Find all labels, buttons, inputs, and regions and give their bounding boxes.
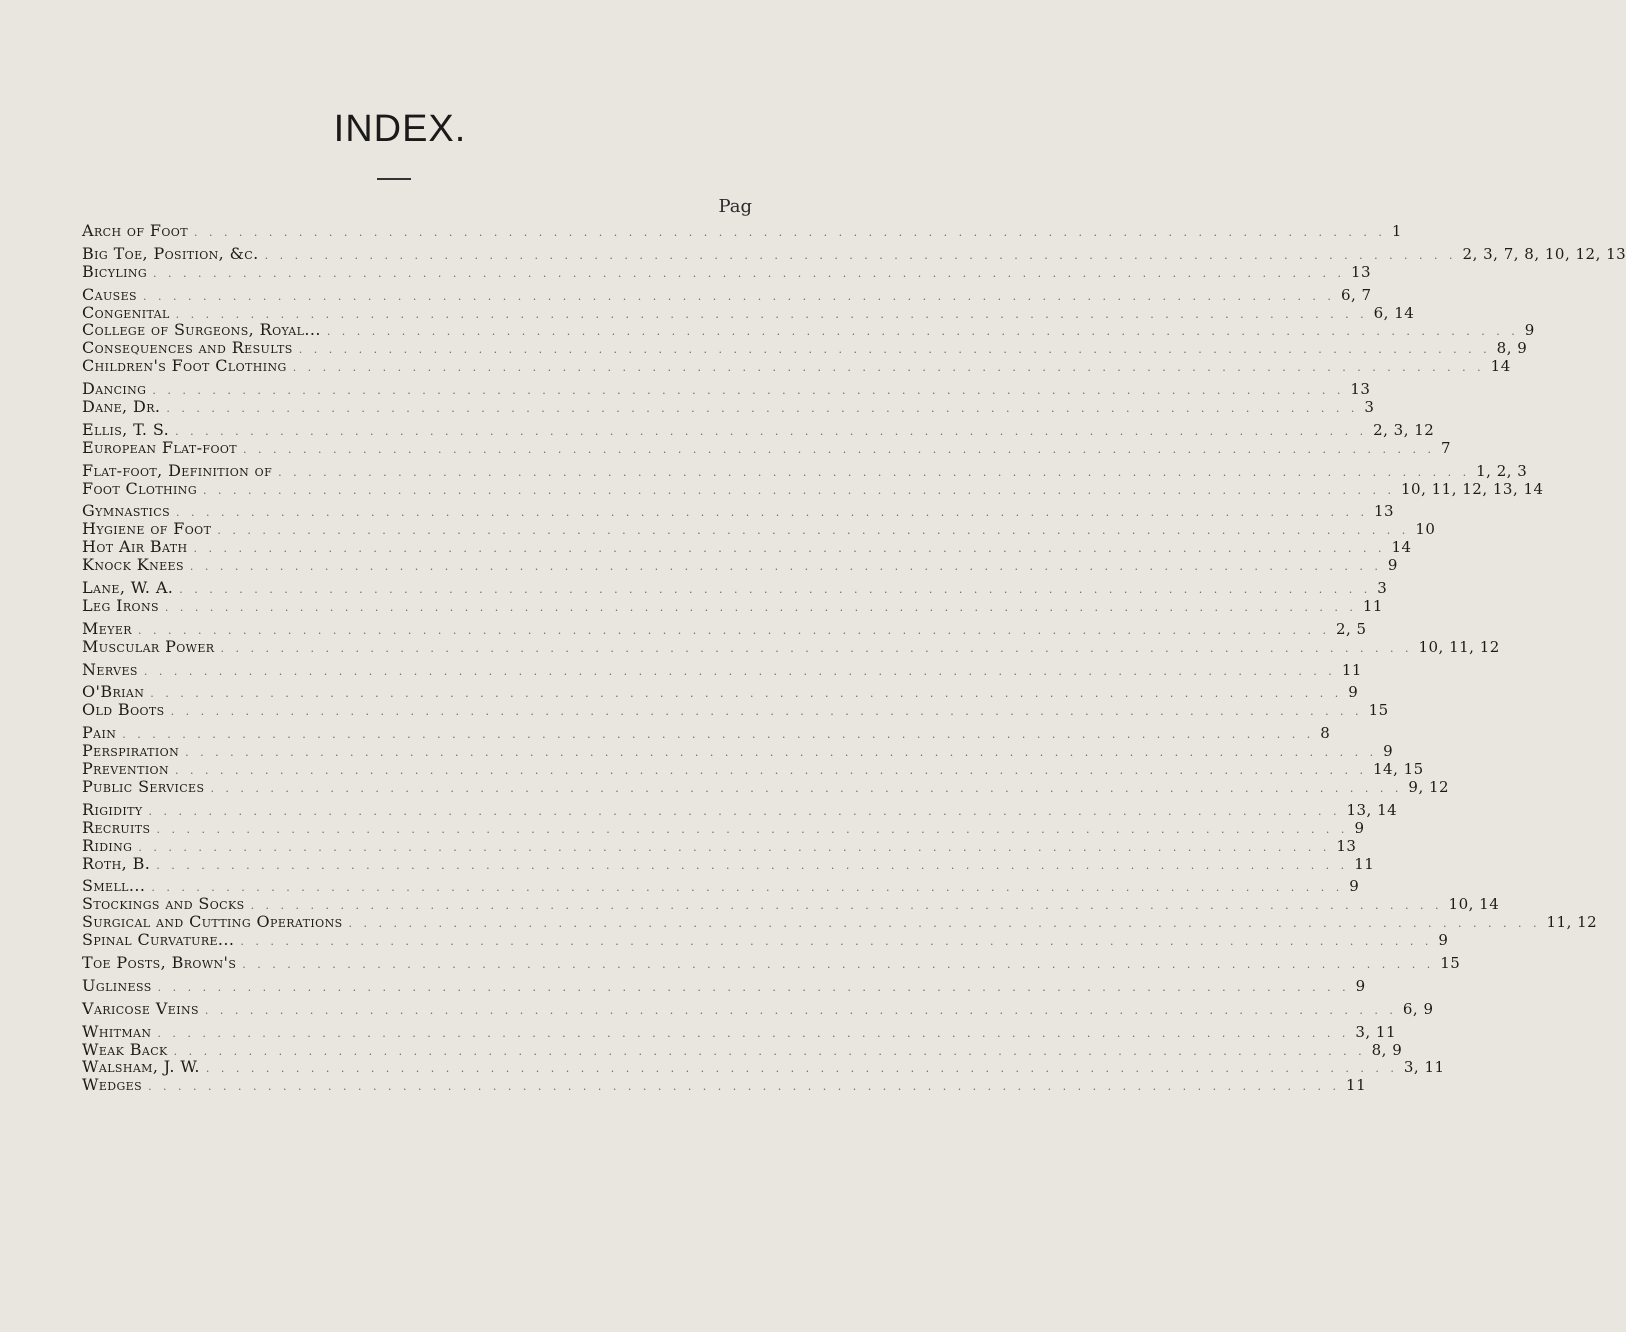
index-entry <box>82 853 1375 873</box>
index-pages: 9 <box>1354 818 1365 837</box>
index-entry <box>82 776 1450 796</box>
dot-leader: . . . . . . . . . . . . . . . . . . . . . . . . . . . . . . . . . . . . . . . . . . . . . . . . . . . . . . . . . . . . . . . . . . . . . . . . . . . . . . . . <box>242 957 1435 971</box>
dot-leader: . . . . . . . . . . . . . . . . . . . . . . . . . . . . . . . . . . . . . . . . . . . . . . . . . . . . . . . . . . . . . . . . . . . . . . . . . . . . . . . . <box>157 1026 1350 1040</box>
index-pages: 7 <box>1441 438 1452 457</box>
index-term: Causes <box>82 284 137 304</box>
index-term: Ugliness <box>82 975 152 995</box>
index-pages: 13, 14 <box>1346 800 1398 819</box>
index-entry <box>82 595 1383 615</box>
index-term: O'Brian <box>82 682 145 702</box>
index-entry <box>82 618 1367 638</box>
dot-leader: . . . . . . . . . . . . . . . . . . . . . . . . . . . . . . . . . . . . . . . . . . . . . . . . . . . . . . . . . . . . . . . . . . . . . . . . . . . . . . . . <box>157 980 1350 994</box>
index-pages: 1, 2, 3 <box>1476 461 1528 480</box>
index-pages: 10, 11, 12 <box>1418 637 1500 656</box>
index-term: Muscular Power <box>82 636 215 656</box>
index-pages: 11, 12 <box>1546 913 1598 932</box>
index-term: Varicose Veins <box>82 998 199 1018</box>
index-entry <box>82 356 1511 376</box>
index-pages: 14, 15 <box>1372 760 1424 779</box>
index-pages: 9 <box>1438 931 1449 950</box>
dot-leader: . . . . . . . . . . . . . . . . . . . . . . . . . . . . . . . . . . . . . . . . . . . . . . . . . . . . . . . . . . . . . . . . . . . . . . . . . . . . . . . . <box>205 1062 1398 1076</box>
index-term: Lane, W. A. <box>82 578 174 598</box>
index-pages: 8 <box>1320 724 1331 743</box>
index-entry <box>82 952 1461 972</box>
index-entry <box>82 741 1394 761</box>
dot-leader: . . . . . . . . . . . . . . . . . . . . . . . . . . . . . . . . . . . . . . . . . . . . . . . . . . . . . . . . . . . . . . . . . . . . . . . . . . . . . . . . <box>298 343 1491 357</box>
dot-leader: . . . . . . . . . . . . . . . . . . . . . . . . . . . . . . . . . . . . . . . . . . . . . . . . . . . . . . . . . . . . . . . . . . . . . . . . . . . . . . . . <box>185 746 1378 760</box>
index-entry <box>82 284 1372 304</box>
index-pages: 6, 14 <box>1373 303 1415 322</box>
index-pages: 13 <box>1350 380 1371 399</box>
dot-leader: . . . . . . . . . . . . . . . . . . . . . . . . . . . . . . . . . . . . . . . . . . . . . . . . . . . . . . . . . . . . . . . . . . . . . . . . . . . . . . . . <box>164 600 1357 614</box>
index-term: Walsham, J. W. <box>82 1057 200 1077</box>
dot-leader: . . . . . . . . . . . . . . . . . . . . . . . . . . . . . . . . . . . . . . . . . . . . . . . . . . . . . . . . . . . . . . . . . . . . . . . . . . . . . . . . <box>148 804 1341 818</box>
index-entry <box>82 501 1395 521</box>
dot-leader: . . . . . . . . . . . . . . . . . . . . . . . . . . . . . . . . . . . . . . . . . . . . . . . . . . . . . . . . . . . . . . . . . . . . . . . . . . . . . . . . <box>175 764 1367 778</box>
index-entry <box>82 478 1544 498</box>
index-term: Meyer <box>82 618 132 638</box>
index-term: Leg Irons <box>82 595 159 615</box>
index-entry <box>82 636 1500 656</box>
index-pages: 3 <box>1364 398 1375 417</box>
index-pages: 8, 9 <box>1496 339 1528 358</box>
index-pages: 13 <box>1336 836 1357 855</box>
title-divider <box>377 178 411 180</box>
index-pages: 3 <box>1377 579 1388 598</box>
index-entry <box>82 578 1388 598</box>
index-term: Consequences and Results <box>82 338 293 358</box>
index-term: Riding <box>82 835 133 855</box>
dot-leader: . . . . . . . . . . . . . . . . . . . . . . . . . . . . . . . . . . . . . . . . . . . . . . . . . . . . . . . . . . . . . . . . . . . . . . . . . . . . . . . . <box>152 384 1345 398</box>
dot-leader: . . . . . . . . . . . . . . . . . . . . . . . . . . . . . . . . . . . . . . . . . . . . . . . . . . . . . . . . . . . . . . . . . . . . . . . . . . . . . . . . <box>175 307 1368 321</box>
dot-leader: . . . . . . . . . . . . . . . . . . . . . . . . . . . . . . . . . . . . . . . . . . . . . . . . . . . . . . . . . . . . . . . . . . . . . . . . . . . . . . . . <box>176 506 1369 520</box>
dot-leader: . . . . . . . . . . . . . . . . . . . . . . . . . . . . . . . . . . . . . . . . . . . . . . . . . . . . . . . . . . . . . . . . . . . . . . . . . . . . . . . . <box>203 483 1395 497</box>
index-entry <box>82 537 1412 557</box>
index-pages: 11 <box>1346 1076 1367 1095</box>
index-entry <box>82 261 1372 281</box>
index-entry <box>82 1021 1396 1041</box>
index-pages: 11 <box>1341 660 1362 679</box>
index-term: Bicyling <box>82 261 148 281</box>
index-term: Rigidity <box>82 799 143 819</box>
index-pages: 2, 3, 12 <box>1373 420 1435 439</box>
dot-leader: . . . . . . . . . . . . . . . . . . . . . . . . . . . . . . . . . . . . . . . . . . . . . . . . . . . . . . . . . . . . . . . . . . . . . . . . . . . . . . . . <box>264 248 1457 262</box>
index-term: Pain <box>82 723 117 743</box>
dot-leader: . . . . . . . . . . . . . . . . . . . . . . . . . . . . . . . . . . . . . . . . . . . . . . . . . . . . . . . . . . . . . . . . . . . . . . . . . . . . . . . . <box>193 542 1386 556</box>
index-entry <box>82 799 1398 819</box>
index-term: Flat-foot, Definition of <box>82 460 273 480</box>
index-pages: 10, 11, 12, 13, 14 <box>1400 479 1544 498</box>
dot-leader: . . . . . . . . . . . . . . . . . . . . . . . . . . . . . . . . . . . . . . . . . . . . . . . . . . . . . . . . . . . . . . . . . . . . . . . . . . . . . . . . <box>217 524 1410 538</box>
index-entry <box>82 519 1436 539</box>
dot-leader: . . . . . . . . . . . . . . . . . . . . . . . . . . . . . . . . . . . . . . . . . . . . . . . . . . . . . . . . . . . . . . . . . . . . . . . . . . . . . . . . <box>292 361 1485 375</box>
index-term: Ellis, T. S. <box>82 419 170 439</box>
index-term: Roth, B. <box>82 853 151 873</box>
index-entry <box>82 700 1389 720</box>
index-pages: 15 <box>1368 701 1389 720</box>
dot-leader: . . . . . . . . . . . . . . . . . . . . . . . . . . . . . . . . . . . . . . . . . . . . . . . . . . . . . . . . . . . . . . . . . . . . . . . . . . . . . . . . <box>166 402 1359 416</box>
index-pages: 11 <box>1354 854 1375 873</box>
dot-leader: . . . . . . . . . . . . . . . . . . . . . . . . . . . . . . . . . . . . . . . . . . . . . . . . . . . . . . . . . . . . . . . . . . . . . . . . . . . . . . . . <box>243 442 1436 456</box>
index-term: Congenital <box>82 302 170 322</box>
dot-leader: . . . . . . . . . . . . . . . . . . . . . . . . . . . . . . . . . . . . . . . . . . . . . . . . . . . . . . . . . . . . . . . . . . . . . . . . . . . . . . . . <box>189 560 1382 574</box>
dot-leader: . . . . . . . . . . . . . . . . . . . . . . . . . . . . . . . . . . . . . . . . . . . . . . . . . . . . . . . . . . . . . . . . . . . . . . . . . . . . . . . . <box>348 917 1541 931</box>
dot-leader: . . . . . . . . . . . . . . . . . . . . . . . . . . . . . . . . . . . . . . . . . . . . . . . . . . . . . . . . . . . . . . . . . . . . . . . . . . . . . . . . <box>142 289 1335 303</box>
index-list <box>82 221 1626 1095</box>
dot-leader: . . . . . . . . . . . . . . . . . . . . . . . . . . . . . . . . . . . . . . . . . . . . . . . . . . . . . . . . . . . . . . . . . . . . . . . . . . . . . . . . <box>156 822 1349 836</box>
index-pages: 3, 11 <box>1403 1058 1445 1077</box>
dot-leader: . . . . . . . . . . . . . . . . . . . . . . . . . . . . . . . . . . . . . . . . . . . . . . . . . . . . . . . . . . . . . . . . . . . . . . . . . . . . . . . . <box>220 641 1413 655</box>
dot-leader: . . . . . . . . . . . . . . . . . . . . . . . . . . . . . . . . . . . . . . . . . . . . . . . . . . . . . . . . . . . . . . . . . . . . . . . . . . . . . . . . <box>175 424 1368 438</box>
index-entry <box>82 397 1375 417</box>
dot-leader: . . . . . . . . . . . . . . . . . . . . . . . . . . . . . . . . . . . . . . . . . . . . . . . . . . . . . . . . . . . . . . . . . . . . . . . . . . . . . . . . <box>138 623 1330 637</box>
index-pages: 13 <box>1351 262 1372 281</box>
index-pages: 9 <box>1348 683 1359 702</box>
dot-leader: . . . . . . . . . . . . . . . . . . . . . . . . . . . . . . . . . . . . . . . . . . . . . . . . . . . . . . . . . . . . . . . . . . . . . . . . . . . . . . . . <box>156 858 1349 872</box>
dot-leader: . . . . . . . . . . . . . . . . . . . . . . . . . . . . . . . . . . . . . . . . . . . . . . . . . . . . . . . . . . . . . . . . . . . . . . . . . . . . . . . . <box>250 899 1443 913</box>
index-term: Perspiration <box>82 741 180 761</box>
index-term: Knock Knees <box>82 555 184 575</box>
index-term: Smell... <box>82 876 146 896</box>
index-pages: 2, 3, 7, 8, 10, 12, 13 <box>1462 244 1626 263</box>
index-entry <box>82 1075 1367 1095</box>
index-pages: 10 <box>1415 520 1436 539</box>
index-pages: 9 <box>1387 556 1398 575</box>
dot-leader: . . . . . . . . . . . . . . . . . . . . . . . . . . . . . . . . . . . . . . . . . . . . . . . . . . . . . . . . . . . . . . . . . . . . . . . . . . . . . . . . <box>210 781 1403 795</box>
index-term: Prevention <box>82 759 170 779</box>
index-pages: 14 <box>1490 357 1511 376</box>
dot-leader: . . . . . . . . . . . . . . . . . . . . . . . . . . . . . . . . . . . . . . . . . . . . . . . . . . . . . . . . . . . . . . . . . . . . . . . . . . . . . . . . <box>153 266 1346 280</box>
index-pages: 9, 12 <box>1408 777 1450 796</box>
dot-leader: . . . . . . . . . . . . . . . . . . . . . . . . . . . . . . . . . . . . . . . . . . . . . . . . . . . . . . . . . . . . . . . . . . . . . . . . . . . . . . . . <box>193 226 1386 239</box>
page-title: INDEX. <box>333 108 467 150</box>
index-term: Nerves <box>82 659 138 679</box>
index-pages: 3, 11 <box>1355 1022 1396 1041</box>
dot-leader: . . . . . . . . . . . . . . . . . . . . . . . . . . . . . . . . . . . . . . . . . . . . . . . . . . . . . . . . . . . . . . . . . . . . . . . . . . . . . . . . <box>122 728 1315 742</box>
index-entry <box>82 302 1415 322</box>
dot-leader: . . . . . . . . . . . . . . . . . . . . . . . . . . . . . . . . . . . . . . . . . . . . . . . . . . . . . . . . . . . . . . . . . . . . . . . . . . . . . . . . <box>173 1044 1366 1058</box>
index-entry <box>82 419 1435 439</box>
index-term: Old Boots <box>82 700 165 720</box>
index-pages: 9 <box>1524 321 1535 340</box>
index-term: Public Services <box>82 776 205 796</box>
index-entry <box>82 320 1535 340</box>
index-term: Spinal Curvature... <box>82 930 235 950</box>
index-entry <box>82 723 1331 743</box>
index-entry <box>82 930 1449 950</box>
index-pages: 9 <box>1355 976 1366 995</box>
index-entry <box>82 379 1371 399</box>
index-entry <box>82 1039 1403 1059</box>
index-entry <box>82 998 1434 1018</box>
index-term: Surgical and Cutting Operations <box>82 912 343 932</box>
index-entry <box>82 876 1360 896</box>
index-pages: 13 <box>1374 502 1395 521</box>
index-term: Arch of Foot <box>82 221 188 240</box>
index-entry <box>82 460 1528 480</box>
index-entry <box>82 1057 1445 1077</box>
index-pages: 15 <box>1440 953 1461 972</box>
dot-leader: . . . . . . . . . . . . . . . . . . . . . . . . . . . . . . . . . . . . . . . . . . . . . . . . . . . . . . . . . . . . . . . . . . . . . . . . . . . . . . . . <box>326 325 1519 339</box>
index-term: Toe Posts, Brown's <box>82 952 237 972</box>
index-pages: 6, 7 <box>1340 285 1372 304</box>
index-pages: 11 <box>1362 596 1383 615</box>
index-entry <box>82 894 1500 914</box>
index-pages: 14 <box>1391 538 1412 557</box>
index-entry <box>82 659 1362 679</box>
dot-leader: . . . . . . . . . . . . . . . . . . . . . . . . . . . . . . . . . . . . . . . . . . . . . . . . . . . . . . . . . . . . . . . . . . . . . . . . . . . . . . . . <box>240 935 1433 949</box>
index-entry <box>82 437 1452 457</box>
dot-leader: . . . . . . . . . . . . . . . . . . . . . . . . . . . . . . . . . . . . . . . . . . . . . . . . . . . . . . . . . . . . . . . . . . . . . . . . . . . . . . . . <box>151 881 1344 895</box>
dot-leader: . . . . . . . . . . . . . . . . . . . . . . . . . . . . . . . . . . . . . . . . . . . . . . . . . . . . . . . . . . . . . . . . . . . . . . . . . . . . . . . . <box>179 583 1372 597</box>
index-entry <box>82 835 1357 855</box>
index-entry <box>82 221 1402 240</box>
index-term: Hot Air Bath <box>82 537 188 557</box>
index-term: Foot Clothing <box>82 478 198 498</box>
index-pages: 2, 5 <box>1335 619 1367 638</box>
index-entry <box>82 682 1359 702</box>
index-pages: 10, 14 <box>1448 895 1500 914</box>
index-term: Gymnastics <box>82 501 171 521</box>
index-term: Wedges <box>82 1075 143 1095</box>
index-term: Stockings and Socks <box>82 894 245 914</box>
dot-leader: . . . . . . . . . . . . . . . . . . . . . . . . . . . . . . . . . . . . . . . . . . . . . . . . . . . . . . . . . . . . . . . . . . . . . . . . . . . . . . . . <box>148 1080 1341 1094</box>
index-pages: 9 <box>1383 742 1394 761</box>
index-pages: 1 <box>1391 222 1402 240</box>
index-term: Dancing <box>82 379 147 399</box>
dot-leader: . . . . . . . . . . . . . . . . . . . . . . . . . . . . . . . . . . . . . . . . . . . . . . . . . . . . . . . . . . . . . . . . . . . . . . . . . . . . . . . . <box>138 840 1331 854</box>
index-term: Hygiene of Foot <box>82 519 212 539</box>
index-entry <box>82 975 1366 995</box>
dot-leader: . . . . . . . . . . . . . . . . . . . . . . . . . . . . . . . . . . . . . . . . . . . . . . . . . . . . . . . . . . . . . . . . . . . . . . . . . . . . . . . . <box>143 664 1336 678</box>
page-column-heading: Pag <box>718 196 752 217</box>
index-entry <box>82 243 1626 263</box>
index-pages: 9 <box>1349 877 1360 896</box>
dot-leader: . . . . . . . . . . . . . . . . . . . . . . . . . . . . . . . . . . . . . . . . . . . . . . . . . . . . . . . . . . . . . . . . . . . . . . . . . . . . . . . . <box>150 687 1343 701</box>
index-term: European Flat-foot <box>82 437 238 457</box>
index-term: Children's Foot Clothing <box>82 356 287 376</box>
index-entry <box>82 338 1528 358</box>
index-entry <box>82 817 1365 837</box>
index-term: Big Toe, Position, &c. <box>82 243 259 263</box>
dot-leader: . . . . . . . . . . . . . . . . . . . . . . . . . . . . . . . . . . . . . . . . . . . . . . . . . . . . . . . . . . . . . . . . . . . . . . . . . . . . . . . . <box>170 705 1363 719</box>
index-term: Weak Back <box>82 1039 168 1059</box>
dot-leader: . . . . . . . . . . . . . . . . . . . . . . . . . . . . . . . . . . . . . . . . . . . . . . . . . . . . . . . . . . . . . . . . . . . . . . . . . . . . . . . . <box>278 465 1471 479</box>
dot-leader: . . . . . . . . . . . . . . . . . . . . . . . . . . . . . . . . . . . . . . . . . . . . . . . . . . . . . . . . . . . . . . . . . . . . . . . . . . . . . . . . <box>204 1003 1397 1017</box>
index-entry <box>82 912 1598 932</box>
index-pages: 8, 9 <box>1371 1040 1403 1059</box>
index-term: Whitman <box>82 1021 152 1041</box>
index-pages: 6, 9 <box>1402 999 1434 1018</box>
index-term: Dane, Dr. <box>82 397 161 417</box>
index-entry <box>82 759 1424 779</box>
index-entry <box>82 555 1398 575</box>
index-term: Recruits <box>82 817 151 837</box>
index-term: College of Surgeons, Royal... <box>82 320 321 340</box>
